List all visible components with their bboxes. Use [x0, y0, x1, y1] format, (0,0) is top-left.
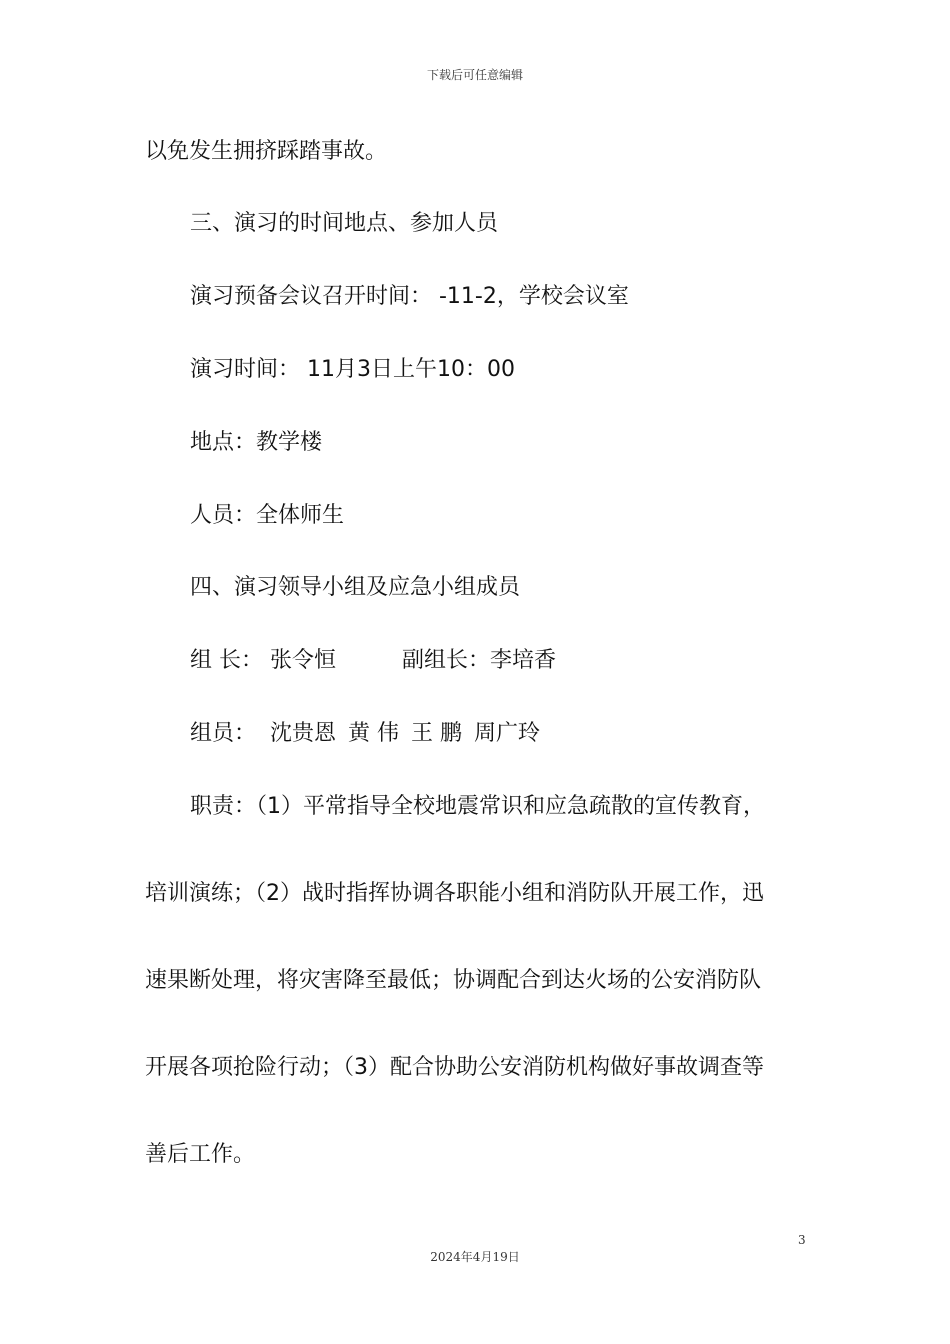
section-heading: 三、演习的时间地点、参加人员	[190, 211, 499, 236]
paragraph-line: 以免发生拥挤踩踏事故。	[145, 139, 388, 164]
leader-text: 组 长： 张令恒	[190, 648, 336, 673]
deputy-leader-text: 副组长：李培香	[402, 648, 557, 673]
prep-meeting-line: 演习预备会议召开时间： -11-2，学校会议室	[190, 284, 629, 309]
member-name: 黄 伟	[348, 721, 400, 746]
page-footer-date: 2024年4月19日	[430, 1250, 520, 1264]
duties-line: 职责：（1）平常指导全校地震常识和应急疏散的宣传教育，	[190, 794, 765, 819]
location-line: 地点：教学楼	[190, 430, 323, 455]
members-line	[190, 719, 540, 749]
page-header: 下载后可任意编辑	[426, 68, 523, 82]
member-name: 王 鹏	[411, 721, 463, 746]
drill-time-line: 演习时间： 11月3日上午10：00	[190, 357, 515, 382]
members-label: 组员：	[190, 721, 257, 746]
leaders-line	[190, 646, 556, 676]
duties-line: 开展各项抢险行动；（3）配合协助公安消防机构做好事故调查等	[145, 1055, 764, 1080]
member-name: 沈贵恩	[270, 721, 337, 746]
duties-line: 培训演练；（2）战时指挥协调各职能小组和消防队开展工作，迅	[145, 881, 764, 906]
member-name: 周广玲	[474, 721, 541, 746]
duties-line: 善后工作。	[145, 1142, 256, 1167]
page-number: 3	[798, 1233, 806, 1247]
section-heading: 四、演习领导小组及应急小组成员	[190, 575, 521, 600]
personnel-line: 人员：全体师生	[190, 503, 345, 528]
duties-line: 速果断处理，将灾害降至最低；协调配合到达火场的公安消防队	[145, 968, 762, 993]
